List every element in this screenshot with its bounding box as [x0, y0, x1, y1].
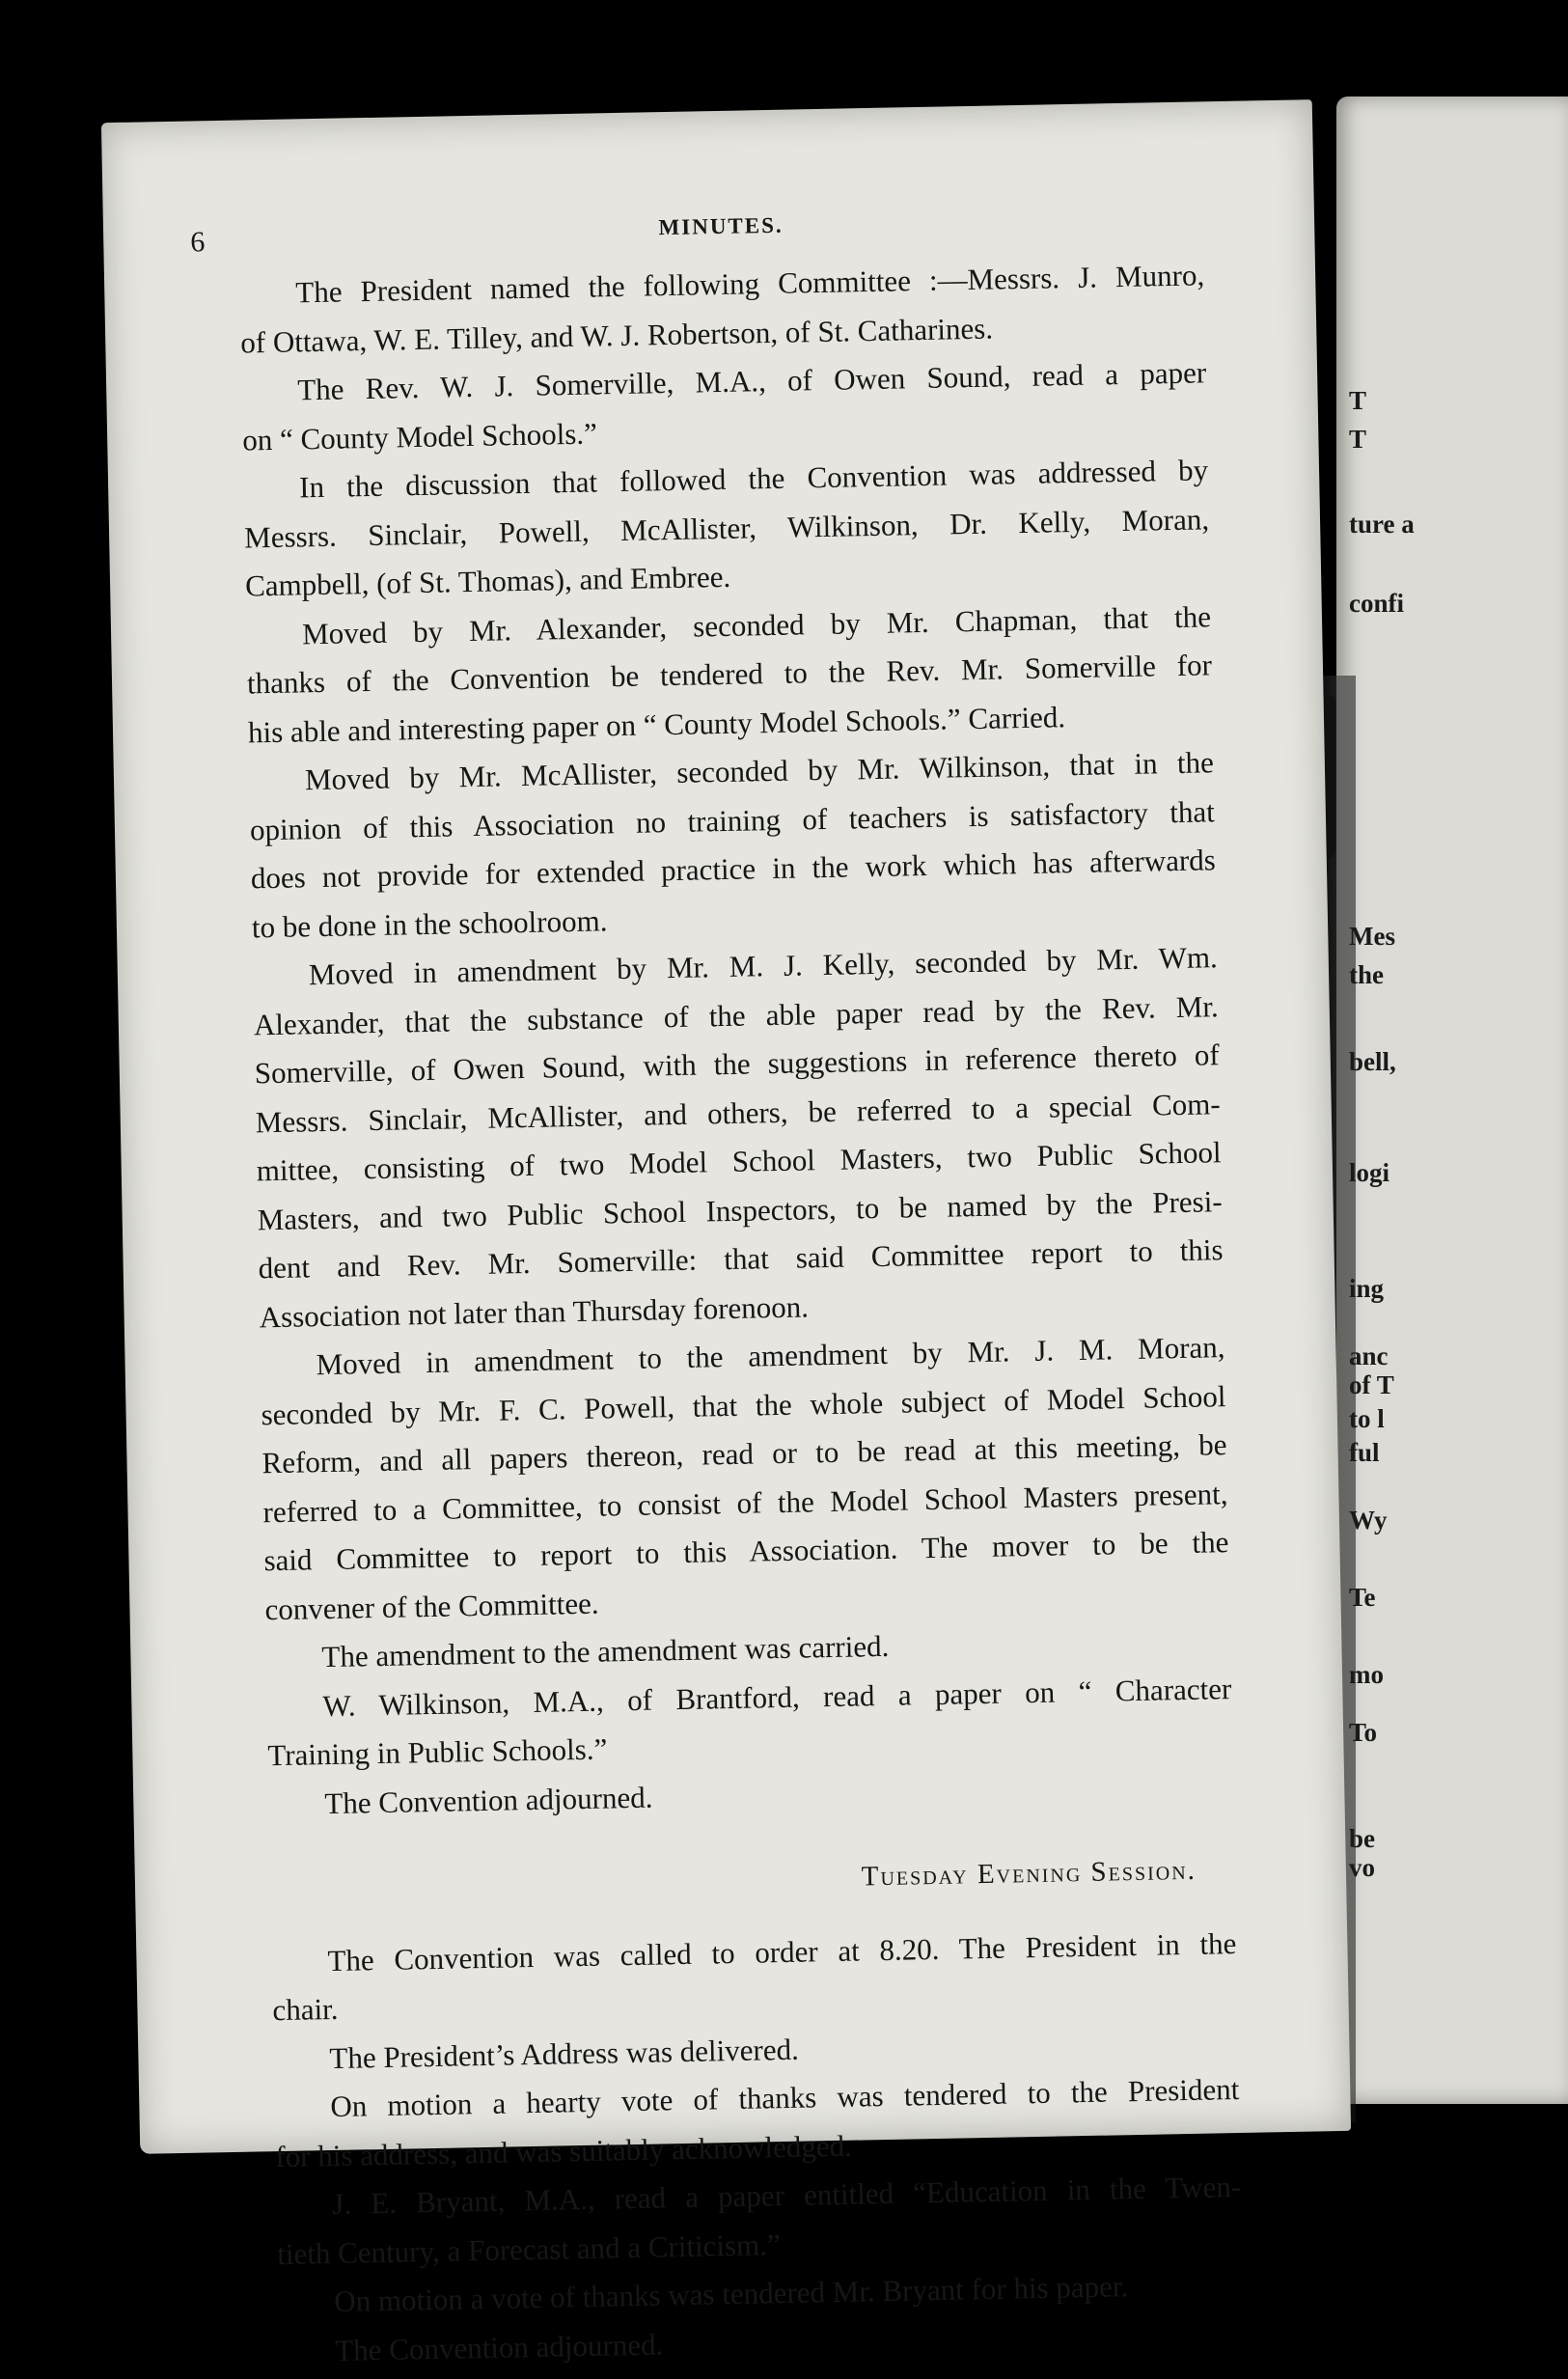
text-line: chair. [272, 1991, 339, 2028]
paragraph [241, 348, 1208, 464]
minutes-body [239, 251, 1234, 1829]
facing-page-fragment: ing [1349, 1274, 1385, 1303]
facing-page-fragment: To [1349, 1718, 1378, 1747]
book-page [101, 99, 1351, 2367]
facing-page-fragment: ful [1349, 1438, 1380, 1467]
text-line: to be done in the schoolroom. [251, 902, 608, 944]
text-line: On motion a vote of thanks was tendered Mr. Bryant for his paper. [333, 2269, 1129, 2319]
text-line: mittee, consisting of two Model School Masters, two Public School [256, 1135, 1222, 1188]
facing-page-fragment: be [1349, 1824, 1375, 1853]
text-line: Moved in amendment to the amendment by Mr. J. M. Moran, [316, 1330, 1225, 1382]
paragraph [243, 446, 1211, 611]
text-line: W. Wilkinson, M.A., of Brantford, read a paper on “ Character [322, 1671, 1232, 1723]
evening-session-body [271, 1920, 1245, 2377]
facing-page-fragment: ture a [1349, 510, 1415, 539]
text-line: his able and interesting paper on “ County Model Schools.” Carried. [247, 699, 1066, 749]
session-heading: Tuesday Evening Session. [861, 1854, 1197, 1893]
text-line: Moved by Mr. McAllister, seconded by Mr. Wilkinson, that in the [304, 745, 1215, 797]
text-line: Training in Public Schools.” [267, 1731, 608, 1773]
text-line: The Convention was called to order at 8.20. The President in the [327, 1925, 1237, 1978]
paragraph [276, 2163, 1243, 2279]
facing-page-fragment: T [1349, 425, 1367, 454]
paragraph [249, 738, 1218, 952]
text-line: The President named the following Committee :—Messrs. J. Munro, [294, 258, 1205, 310]
paragraph [260, 1323, 1230, 1634]
paragraph [252, 933, 1224, 1342]
page-text [189, 193, 1245, 2376]
text-line: thanks of the Convention be tendered to the Rev. Mr. Somerville for [246, 648, 1213, 701]
text-line: of Ottawa, W. E. Tilley, and W. J. Robertson, of St. Catharines. [239, 311, 994, 360]
text-line: The Convention adjourned. [324, 1780, 653, 1820]
facing-page-fragment: Wy [1349, 1506, 1388, 1535]
facing-page-fragment: logi [1349, 1158, 1390, 1187]
paragraph [271, 1920, 1238, 2035]
text-line: does not provide for extended practice in the work which has afterwards [250, 843, 1217, 896]
text-line: Masters, and two Public School Inspectors, to be named by the Presi- [257, 1183, 1223, 1236]
text-line: opinion of this Association no training of teachers is satisfactory that [249, 793, 1216, 846]
paragraph [274, 2065, 1241, 2181]
facing-page-fragment: mo [1349, 1660, 1384, 1689]
text-line: J. E. Bryant, M.A., read a paper entitled “Education in the Twen- [332, 2169, 1242, 2222]
facing-page-fragment: bell, [1349, 1047, 1396, 1076]
text-line: on “ County Model Schools.” [241, 415, 598, 456]
facing-page-fragment: Te [1349, 1583, 1376, 1612]
text-line: Alexander, that the substance of the able paper read by the Rev. Mr. [253, 988, 1220, 1041]
text-line: Messrs. Sinclair, Powell, McAllister, Wilkinson, Dr. Kelly, Moran, [243, 501, 1210, 554]
text-line: Campbell, (of St. Thomas), and Embree. [244, 559, 731, 603]
text-line: dent and Rev. Mr. Somerville: that said Committee report to this [258, 1232, 1224, 1286]
text-line: convener of the Committee. [264, 1586, 599, 1626]
text-line: for his address, and was suitably acknowledged. [275, 2128, 853, 2173]
page-number: 6 [189, 226, 206, 259]
text-line: referred to a Committee, to consist of the Model School Masters present, [262, 1476, 1228, 1529]
text-line: The Rev. W. J. Somerville, M.A., of Owen Sound, read a paper [296, 355, 1207, 407]
facing-page [1336, 97, 1568, 2104]
facing-page-fragment: the [1349, 960, 1384, 989]
text-line: tieth Century, a Forecast and a Criticism.” [276, 2227, 781, 2271]
text-line: In the discussion that followed the Convention was addressed by [298, 453, 1209, 505]
text-line: Association not later than Thursday forenoon. [259, 1288, 810, 1334]
facing-page-fragment: confi [1349, 589, 1404, 618]
text-line: Somerville, of Owen Sound, with the suggestions in reference thereto of [254, 1037, 1220, 1091]
text-line: Messrs. Sinclair, McAllister, and others, be referred to a special Com- [255, 1086, 1221, 1139]
paragraph [246, 593, 1214, 758]
text-line: The amendment to the amendment was carried. [321, 1628, 890, 1674]
facing-page-fragment: vo [1349, 1853, 1375, 1882]
facing-page-fragment: T [1349, 386, 1367, 415]
text-line: Moved by Mr. Alexander, seconded by Mr. Chapman, that the [301, 598, 1212, 650]
facing-page-fragment: anc [1349, 1342, 1389, 1370]
text-line: Moved in amendment by Mr. M. J. Kelly, seconded by Mr. Wm. [308, 940, 1219, 992]
facing-page-fragment: of T [1349, 1370, 1394, 1399]
running-head: MINUTES. [658, 212, 784, 240]
text-line: The Convention adjourned. [334, 2326, 664, 2367]
text-line: Reform, and all papers thereon, read or to be read at this meeting, be [261, 1427, 1227, 1480]
text-line: said Committee to report to this Association. The mover to be the [263, 1525, 1229, 1578]
paragraph [266, 1665, 1233, 1781]
text-line: On motion a hearty vote of thanks was tendered to the President [330, 2071, 1240, 2124]
facing-page-fragment: Mes [1349, 922, 1395, 951]
paragraph [239, 251, 1206, 367]
text-line: seconded by Mr. F. C. Powell, that the whole subject of Model School [261, 1378, 1226, 1431]
facing-page-fragment: to l [1349, 1404, 1385, 1433]
text-line: The President’s Address was delivered. [329, 2032, 800, 2075]
